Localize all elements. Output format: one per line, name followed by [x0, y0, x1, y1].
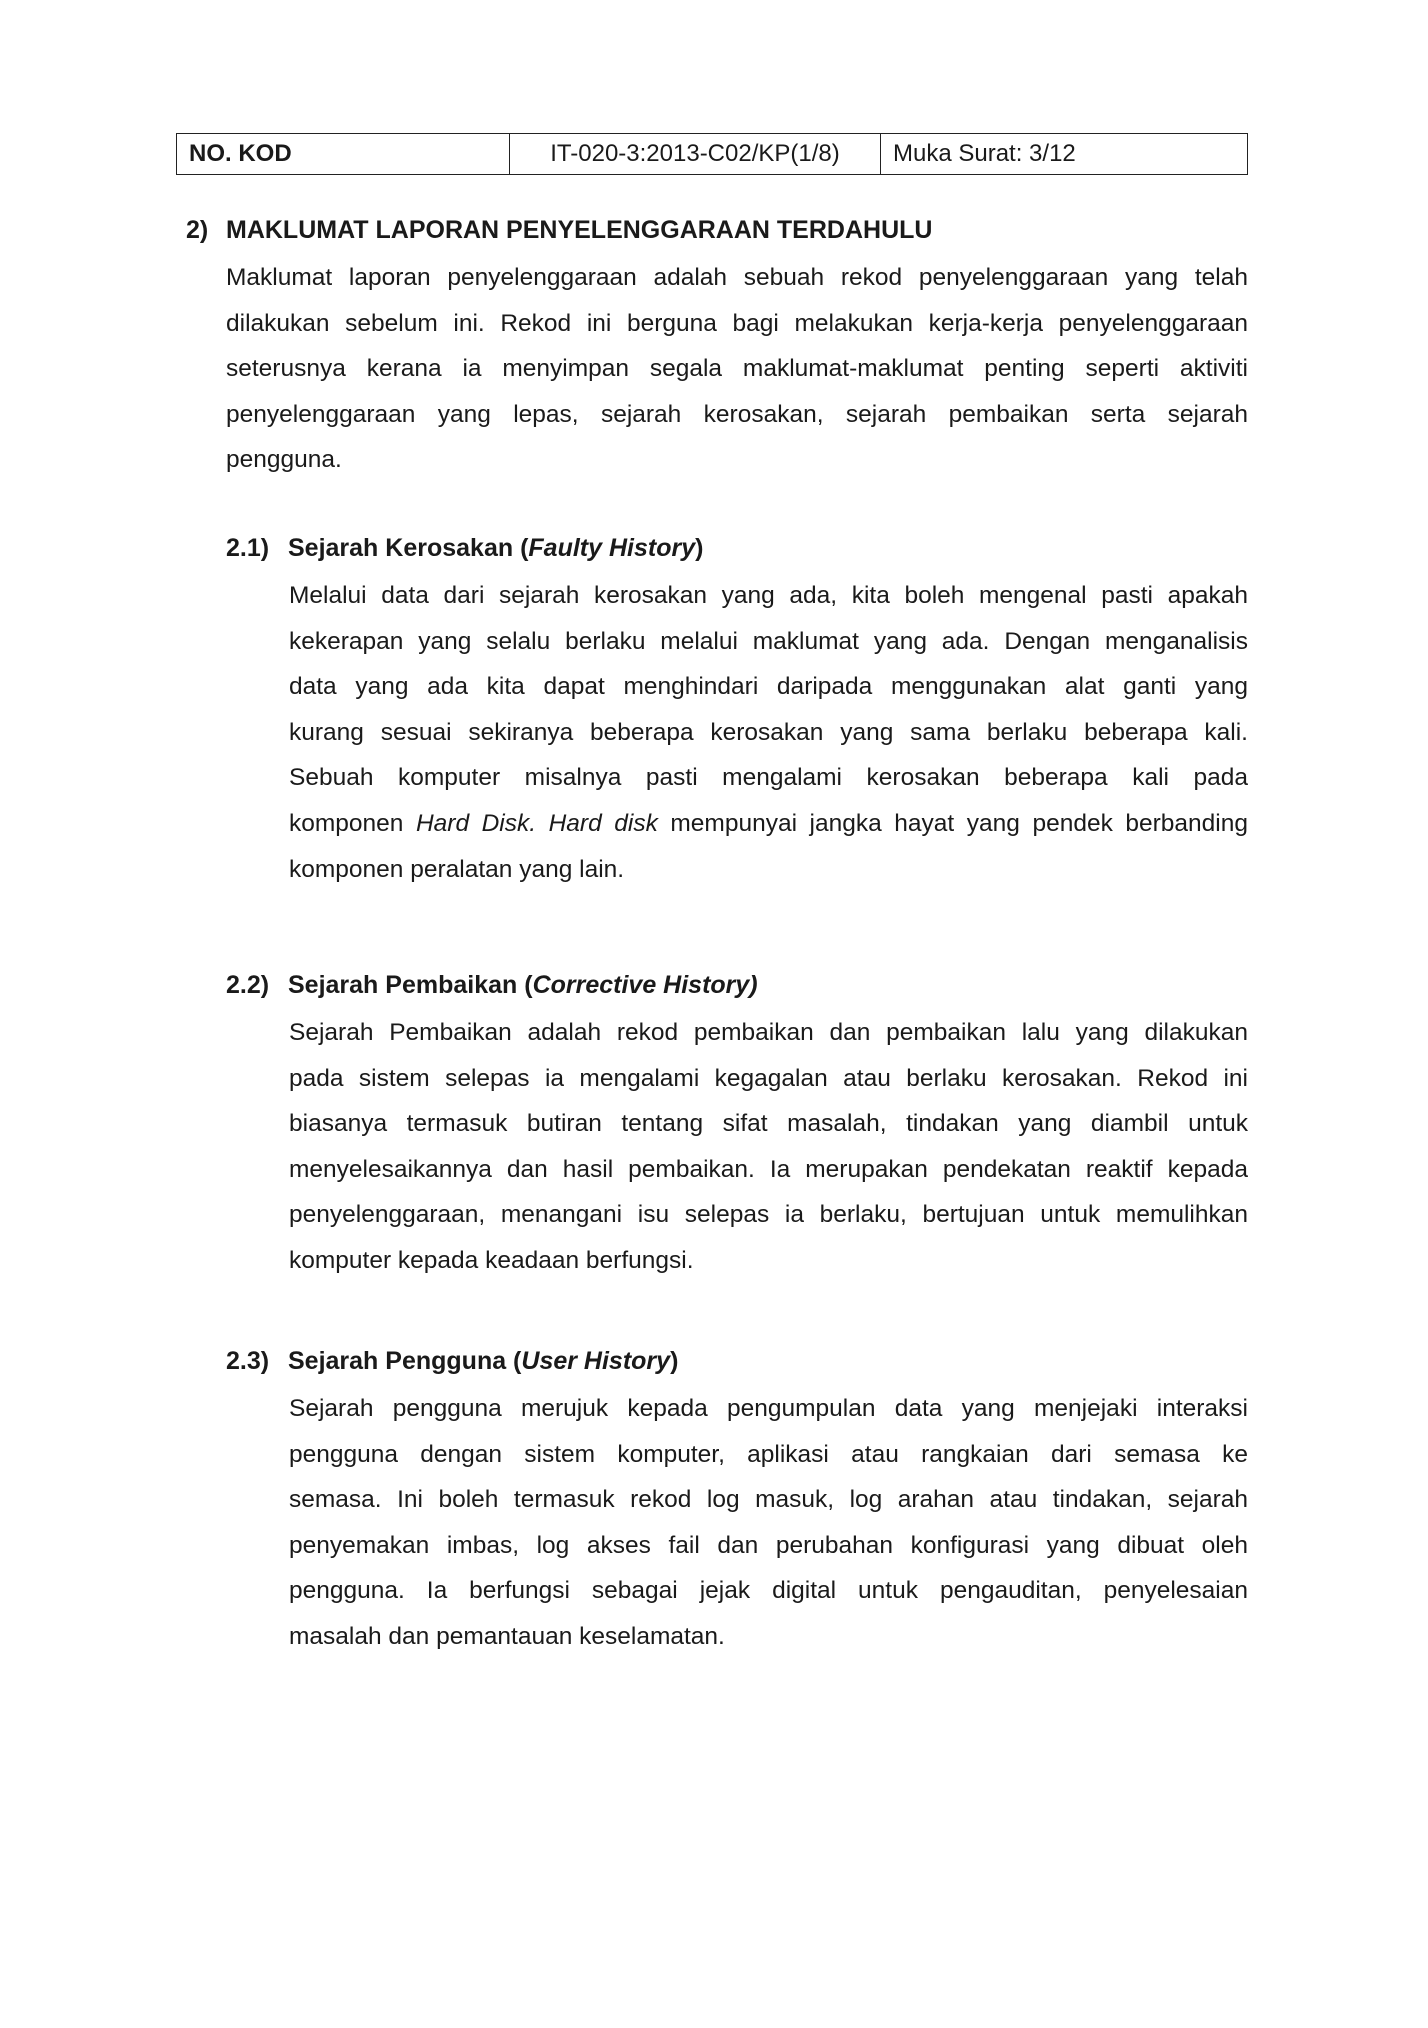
paragraph-line: dilakukan sebelum ini. Rekod ini berguna bagi melakukan kerja-kerja penyelenggaraan — [226, 309, 1248, 337]
paragraph-line: penyelenggaraan yang lepas, sejarah kerosakan, sejarah pembaikan serta sejarah — [226, 400, 1248, 428]
paragraph-line: pengguna. — [226, 446, 342, 474]
paragraph-line: penyemakan imbas, log akses fail dan perubahan konfigurasi yang dibuat oleh — [289, 1531, 1248, 1559]
paragraph-line: Sejarah pengguna merujuk kepada pengumpulan data yang menjejaki interaksi — [289, 1395, 1248, 1422]
code-value-cell: IT-020-3:2013-C02/KP(1/8) — [510, 134, 881, 175]
section-2-2-title-italic: Corrective History) — [532, 971, 758, 999]
paragraph-line: menyelesaikannya dan hasil pembaikan. Ia merupakan pendekatan reaktif kepada — [289, 1155, 1248, 1183]
section-2-2-title: Sejarah Pembaikan ( — [288, 971, 533, 999]
paragraph-line: Maklumat laporan penyelenggaraan adalah sebuah rekod penyelenggaraan yang telah — [226, 264, 1248, 291]
paragraph-line: biasanya termasuk butiran tentang sifat masalah, tindakan yang diambil untuk — [289, 1110, 1248, 1138]
section-2-1-title: Sejarah Kerosakan ( — [288, 534, 529, 562]
section-2-1-number: 2.1) — [226, 534, 270, 562]
section-2-1-title-close: ) — [695, 534, 704, 562]
line-text: komponen — [289, 809, 416, 837]
paragraph-line: Melalui data dari sejarah kerosakan yang ada, kita boleh mengenal pasti apakah — [289, 582, 1248, 609]
section-2-1-paragraph — [289, 573, 1248, 892]
section-2-1-title-italic: Faulty History — [528, 534, 696, 562]
section-2-paragraph — [226, 255, 1248, 483]
section-2-3-heading — [226, 1347, 678, 1376]
paragraph-line: masalah dan pemantauan keselamatan. — [289, 1622, 725, 1650]
paragraph-line-mixed — [289, 801, 1248, 847]
paragraph-line: komputer kepada keadaan berfungsi. — [289, 1246, 694, 1274]
paragraph-line: kekerapan yang selalu berlaku melalui maklumat yang ada. Dengan menganalisis — [289, 627, 1248, 655]
paragraph-line: seterusnya kerana ia menyimpan segala maklumat-maklumat penting seperti aktiviti — [226, 355, 1248, 383]
section-2-3-title: Sejarah Pengguna ( — [288, 1347, 522, 1375]
paragraph-line: semasa. Ini boleh termasuk rekod log masuk, log arahan atau tindakan, sejarah — [289, 1486, 1248, 1514]
section-2-2-paragraph — [289, 1010, 1248, 1284]
section-2-3-title-italic: User History — [521, 1347, 671, 1375]
document-code-table — [176, 133, 1248, 175]
line-italic-text: Hard Disk. Hard disk — [415, 809, 658, 837]
code-table-row — [177, 134, 1248, 175]
code-label-cell: NO. KOD — [177, 134, 510, 175]
line-text: mempunyai jangka hayat yang pendek berbanding — [657, 809, 1248, 837]
section-2-heading — [186, 216, 933, 245]
paragraph-line: Sejarah Pembaikan adalah rekod pembaikan dan pembaikan lalu yang dilakukan — [289, 1019, 1248, 1046]
paragraph-line: pengguna. Ia berfungsi sebagai jejak digital untuk pengauditan, penyelesaian — [289, 1577, 1248, 1605]
paragraph-line: Sebuah komputer misalnya pasti mengalami kerosakan beberapa kali pada — [289, 764, 1248, 792]
paragraph-line: pada sistem selepas ia mengalami kegagalan atau berlaku kerosakan. Rekod ini — [289, 1064, 1248, 1092]
section-2-2-number: 2.2) — [226, 971, 270, 999]
paragraph-line: pengguna dengan sistem komputer, aplikasi atau rangkaian dari semasa ke — [289, 1440, 1248, 1468]
section-2-2-heading — [226, 971, 758, 1000]
section-2-3-title-close: ) — [670, 1347, 679, 1375]
page-number-cell: Muka Surat: 3/12 — [881, 134, 1248, 175]
section-2-3-paragraph — [289, 1386, 1248, 1660]
section-2-1-heading — [226, 534, 703, 563]
paragraph-line: penyelenggaraan, menangani isu selepas ia berlaku, bertujuan untuk memulihkan — [289, 1201, 1248, 1229]
section-2-title: MAKLUMAT LAPORAN PENYELENGGARAAN TERDAHULU — [226, 216, 933, 244]
paragraph-line: data yang ada kita dapat menghindari daripada menggunakan alat ganti yang — [289, 673, 1248, 701]
paragraph-line: kurang sesuai sekiranya beberapa kerosakan yang sama berlaku beberapa kali. — [289, 718, 1248, 746]
paragraph-line: komponen peralatan yang lain. — [289, 855, 625, 883]
section-2-3-number: 2.3) — [226, 1347, 270, 1375]
section-2-number: 2) — [186, 216, 209, 244]
